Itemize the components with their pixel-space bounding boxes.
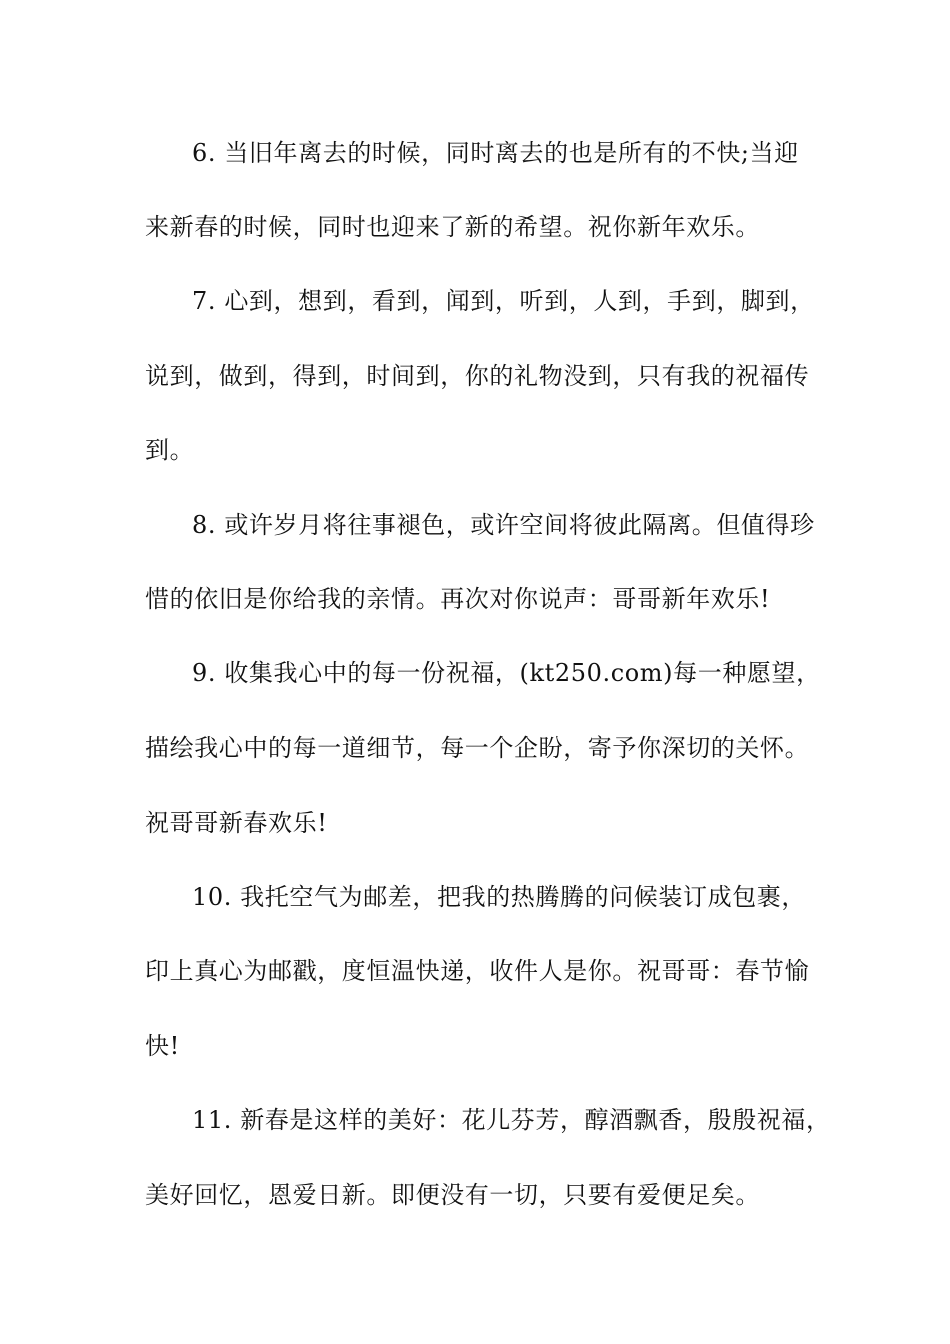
paragraph-9-line-2: 描绘我心中的每一道细节，每一个企盼，寄予你深切的关怀。: [145, 734, 810, 762]
paragraph-11-line-1: 11. 新春是这样的美好：花儿芬芳，醇酒飘香，殷殷祝福，: [192, 1106, 831, 1134]
paragraph-7-line-1: 7. 心到，想到，看到，闻到，听到，人到，手到，脚到，: [192, 287, 815, 315]
paragraph-10-line-2: 印上真心为邮戳，度恒温快递，收件人是你。祝哥哥：春节愉: [145, 957, 810, 985]
paragraph-8-line-1: 8. 或许岁月将往事褪色，或许空间将彼此隔离。但值得珍: [192, 511, 815, 539]
paragraph-6-line-1: 6. 当旧年离去的时候，同时离去的也是所有的不快;当迎: [192, 139, 799, 167]
paragraph-10-line-1: 10. 我托空气为邮差，把我的热腾腾的问候装订成包裹，: [192, 883, 806, 911]
paragraph-10-line-3: 快!: [145, 1032, 180, 1060]
paragraph-11-line-2: 美好回忆，恩爱日新。即便没有一切，只要有爱便足矣。: [145, 1181, 760, 1209]
paragraph-8-line-2: 惜的依旧是你给我的亲情。再次对你说声：哥哥新年欢乐!: [145, 585, 771, 613]
paragraph-9-line-3: 祝哥哥新春欢乐!: [145, 809, 328, 837]
paragraph-6-line-2: 来新春的时候，同时也迎来了新的希望。祝你新年欢乐。: [145, 213, 760, 241]
paragraph-7-line-3: 到。: [145, 436, 195, 464]
paragraph-9-line-1: 9. 收集我心中的每一份祝福，(kt250.com)每一种愿望，: [192, 659, 821, 687]
paragraph-7-line-2: 说到，做到，得到，时间到，你的礼物没到，只有我的祝福传: [145, 362, 810, 390]
